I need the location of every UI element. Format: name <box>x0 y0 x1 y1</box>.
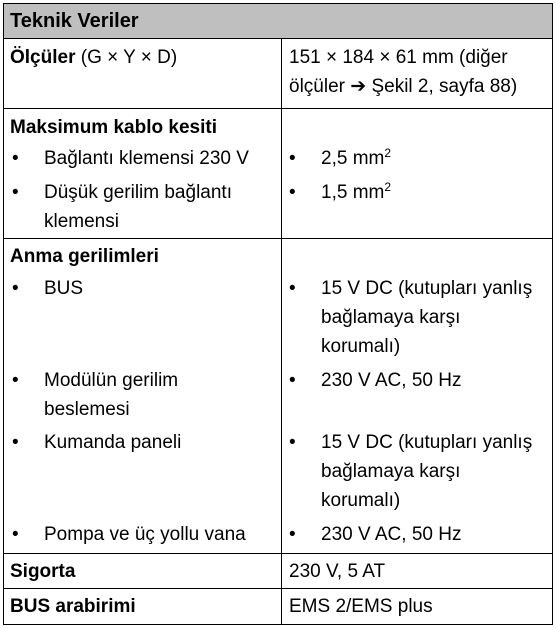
technical-data-table <box>3 3 553 625</box>
kablo-item-2-value <box>321 178 391 207</box>
sigorta-value: 230 V, 5 AT <box>289 561 386 582</box>
bullet-icon: • <box>12 182 19 203</box>
bullet-icon: • <box>12 148 19 169</box>
row-sigorta <box>4 554 552 589</box>
kablo-label-cell <box>4 109 281 238</box>
olculer-label-cell <box>4 39 281 108</box>
bullet-icon: • <box>12 524 19 545</box>
bullet-icon: • <box>289 148 296 169</box>
olculer-value-line2 <box>289 72 517 101</box>
kablo-item-1-value <box>321 144 391 173</box>
row-anma <box>4 239 552 554</box>
kablo-item-1-value-sup: 2 <box>384 146 392 160</box>
sigorta-value-cell <box>281 554 552 588</box>
anma-item-4-label: Pompa ve üç yollu vana <box>44 524 246 545</box>
arrow-right-icon: ➔ <box>350 76 367 97</box>
anma-item-3-value-line3: korumalı) <box>321 490 401 511</box>
row-olculer <box>4 39 552 109</box>
kablo-item-2-value-sup: 2 <box>384 180 392 194</box>
bullet-icon: • <box>289 432 296 453</box>
anma-item-3-value-line2: bağlamaya karşı <box>321 461 461 482</box>
kablo-item-2-label-line1: Düşük gerilim bağlantı <box>44 182 232 203</box>
anma-item-2-label-line1: Modülün gerilim <box>44 370 179 391</box>
anma-item-1-value-line2: bağlamaya karşı <box>321 307 461 328</box>
anma-item-1-value-line1: 15 V DC (kutupları yanlış <box>321 278 533 299</box>
bullet-icon: • <box>12 370 19 391</box>
olculer-label-suffix: (G × Y × D) <box>75 47 178 68</box>
olculer-value-pre: ölçüler <box>289 76 351 97</box>
row-bus <box>4 589 552 623</box>
kablo-value-cell <box>281 109 552 238</box>
anma-item-3-value-line1: 15 V DC (kutupları yanlış <box>321 432 533 453</box>
anma-item-3-label: Kumanda paneli <box>44 432 182 453</box>
anma-item-1-label: BUS <box>44 278 84 299</box>
kablo-heading: Maksimum kablo kesiti <box>10 117 217 138</box>
anma-item-2-label-line2: beslemesi <box>44 399 130 420</box>
sigorta-label-cell <box>4 554 281 588</box>
bus-label: BUS arabirimi <box>10 596 136 617</box>
bus-value: EMS 2/EMS plus <box>289 596 433 617</box>
bus-label-cell <box>4 589 281 623</box>
table-title: Teknik Veriler <box>4 4 552 39</box>
row-kablo <box>4 109 552 239</box>
olculer-value-line1: 151 × 184 × 61 mm (diğer <box>289 47 508 68</box>
bullet-icon: • <box>289 370 296 391</box>
sigorta-label: Sigorta <box>10 561 76 582</box>
kablo-item-1-label: Bağlantı klemensi 230 V <box>44 148 249 169</box>
bullet-icon: • <box>12 432 19 453</box>
bullet-icon: • <box>12 278 19 299</box>
bullet-icon: • <box>289 278 296 299</box>
anma-value-cell <box>281 239 552 553</box>
olculer-value-post: Şekil 2, sayfa 88) <box>366 76 518 97</box>
bullet-icon: • <box>289 182 296 203</box>
olculer-label-bold: Ölçüler <box>10 47 76 68</box>
anma-item-4-value: 230 V AC, 50 Hz <box>321 524 462 545</box>
olculer-value-cell <box>281 39 552 108</box>
kablo-item-2-value-text: 1,5 mm <box>321 182 385 203</box>
anma-item-2-value: 230 V AC, 50 Hz <box>321 370 462 391</box>
olculer-label <box>10 43 177 72</box>
anma-item-1-value-line3: korumalı) <box>321 336 401 357</box>
anma-label-cell <box>4 239 281 553</box>
bullet-icon: • <box>289 524 296 545</box>
anma-heading: Anma gerilimleri <box>10 246 159 267</box>
kablo-item-1-value-text: 2,5 mm <box>321 148 385 169</box>
kablo-item-2-label-line2: klemensi <box>44 211 119 232</box>
bus-value-cell <box>281 589 552 623</box>
